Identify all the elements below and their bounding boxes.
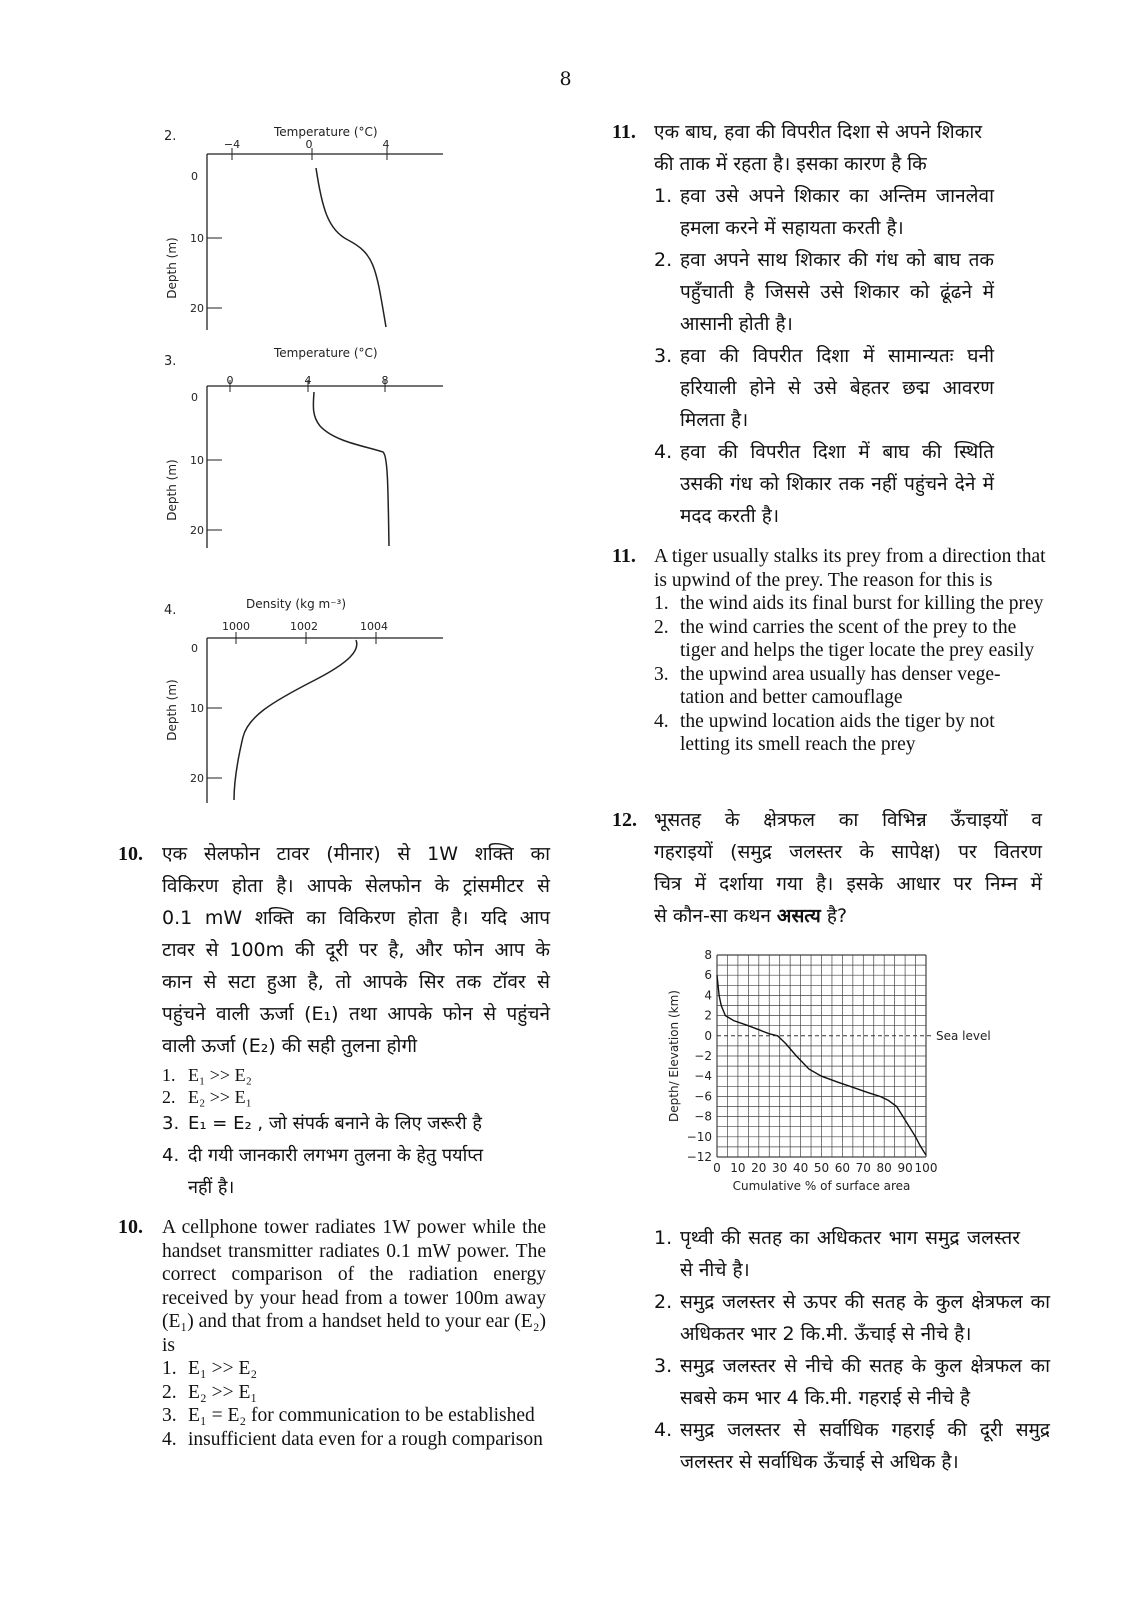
option	[654, 1414, 1054, 1478]
option-number: 4.	[654, 441, 673, 463]
figure-3-xtick: 0	[226, 374, 234, 387]
figure-3-ytick: 20	[190, 524, 204, 537]
x-tick-label: 90	[897, 1161, 913, 1175]
q12-hindi-number: 12.	[612, 809, 637, 831]
figure-4-xtick: 1000	[222, 620, 250, 633]
option-text: the upwind location aids the tiger by not letting its smell reach the prey	[680, 710, 995, 755]
option-text: E₁ >> E₂	[188, 1065, 252, 1085]
option-text: हवा अपने साथ शिकार की गंध को बाघ तक पहुँचाती है जिससे उसे शिकार को ढूंढने में आसानी होती है।	[680, 249, 994, 335]
figure-2-ytick: 20	[190, 302, 204, 315]
figure-3-xtick: 8	[381, 374, 389, 387]
option-number: 3.	[654, 1355, 673, 1377]
y-tick-label: 4	[704, 988, 712, 1003]
option	[654, 180, 994, 244]
figure-3-title: Temperature (°C)	[274, 346, 378, 360]
x-tick-label: 20	[751, 1161, 767, 1175]
option-number: 2.	[162, 1381, 177, 1403]
figure-2-curve	[316, 168, 386, 327]
option-text: समुद्र जलस्तर से ऊपर की सतह के कुल क्षेत्रफल का अधिकतर भार 2 कि.मी. ऊँचाई से नीचे है।	[680, 1291, 1050, 1345]
x-ticks	[713, 1161, 937, 1175]
figure-3-ytick: 10	[190, 454, 204, 467]
q11-english-number: 11.	[612, 545, 636, 567]
figure-4-label: 4.	[164, 603, 177, 618]
y-tick-label: 8	[704, 948, 712, 962]
option-number: 2.	[654, 249, 673, 271]
stem-line: गहराइयों (समुद्र जलस्तर के सापेक्ष) पर वितरण	[654, 841, 1042, 863]
option-number: 2.	[654, 616, 669, 638]
q12-hindi-options	[654, 1222, 1054, 1478]
x-tick-label: 100	[914, 1161, 938, 1175]
figure-2-ytick: 0	[191, 170, 198, 183]
q10-hindi-stem	[162, 838, 550, 1062]
q11-english-options	[654, 592, 1054, 757]
option-number: 1.	[654, 593, 669, 614]
option-number: 1.	[654, 185, 673, 207]
q12-hindi-stem	[654, 804, 1042, 932]
option-text: the wind carries the scent of the prey to the tiger and helps the tiger locate the prey easily	[680, 616, 1035, 661]
option-number: 2.	[162, 1087, 176, 1107]
option-text: हवा उसे अपने शिकार का अन्तिम जानलेवा हमला करने में सहायता करती है।	[680, 185, 994, 239]
option-number: 4.	[162, 1428, 177, 1450]
stem-line: 0.1 mW शक्ति का विकिरण होता है। यदि आप	[162, 907, 550, 929]
stem-text: से कौन-सा कथन	[654, 905, 777, 927]
y-tick-label: −8	[694, 1109, 712, 1124]
figure-2-title: Temperature (°C)	[274, 125, 378, 139]
y-ticks	[687, 948, 712, 1164]
option	[162, 1357, 568, 1381]
option-number: 3.	[162, 1405, 177, 1426]
stem-line: विकिरण होता है। आपके सेलफोन के ट्रांसमीटर से	[162, 875, 550, 897]
option-number: 3.	[162, 1113, 180, 1134]
x-tick-label: 0	[713, 1161, 721, 1175]
stem-line: पहुंचने वाली ऊर्जा (E₁) तथा आपके फोन से पहुंचने	[162, 1003, 550, 1025]
option-text: समुद्र जलस्तर से नीचे की सतह के कुल क्षेत्रफल का सबसे कम भार 4 कि.मी. गहराई से नीचे है	[680, 1355, 1050, 1409]
stem-text: है?	[820, 905, 848, 927]
figure-4	[150, 590, 450, 805]
y-tick-label: 0	[704, 1028, 712, 1043]
option	[654, 244, 994, 340]
option-number: 4.	[654, 710, 669, 732]
q10-english-number: 10.	[118, 1216, 143, 1238]
figure-3	[150, 340, 450, 550]
option	[654, 592, 1054, 616]
q11-english-stem: A tiger usually stalks its prey from a direction that is upwind of the prey. The reason for this is	[654, 546, 1046, 591]
q11-hindi-number: 11.	[612, 121, 636, 143]
figure-2-ylabel: Depth (m)	[165, 237, 179, 299]
figure-3-xtick: 4	[304, 374, 312, 387]
chart-grid	[717, 955, 926, 1157]
option	[162, 1404, 568, 1428]
figure-3-curve	[313, 392, 389, 546]
q11-english	[612, 545, 1062, 757]
figure-3-label: 3.	[164, 354, 177, 369]
stem-line: एक सेलफोन टावर (मीनार) से 1W शक्ति का	[162, 843, 550, 865]
stem-line: टावर से 100m की दूरी पर है, और फोन आप के	[162, 939, 550, 961]
x-tick-label: 60	[834, 1161, 851, 1175]
y-tick-label: −10	[686, 1129, 712, 1144]
option-number: 1.	[654, 1227, 673, 1249]
option	[654, 663, 1054, 710]
option-number: 1.	[162, 1358, 177, 1379]
option	[654, 1286, 1054, 1350]
option-text: E₂ >> E₁	[188, 1087, 252, 1107]
x-tick-label: 40	[792, 1161, 809, 1175]
q10-hindi-options	[162, 1064, 502, 1204]
option	[654, 1222, 1054, 1286]
figure-2-xtick: −4	[223, 138, 241, 151]
option	[654, 616, 1054, 663]
stem-line: चित्र में दर्शाया गया है। इसके आधार पर निम्न में	[654, 873, 1042, 895]
y-tick-label: −12	[686, 1150, 712, 1164]
stem-line: की ताक में रहता है। इसका कारण है कि	[654, 153, 927, 175]
option-text: E₁ = E₂ for communication to be established	[188, 1405, 535, 1426]
y-tick-label: 6	[704, 968, 712, 983]
q11-hindi-options	[654, 180, 994, 532]
stem-emphasis: असत्य	[776, 905, 821, 927]
q12-hindi	[612, 804, 1042, 932]
y-tick-label: −4	[694, 1069, 712, 1084]
q10-english-options	[162, 1357, 568, 1451]
q11-hindi	[612, 116, 1042, 532]
option-number: 2.	[654, 1291, 673, 1313]
figure-4-title: Density (kg m⁻³)	[246, 597, 347, 611]
stem-line: भूसतह के क्षेत्रफल का विभिन्न ऊँचाइयों व	[654, 809, 1042, 831]
option	[162, 1064, 502, 1086]
option	[162, 1086, 502, 1108]
q10-english	[118, 1216, 568, 1451]
figure-4-xtick: 1002	[290, 620, 318, 633]
option	[162, 1381, 568, 1405]
figure-4-ylabel: Depth (m)	[165, 679, 179, 741]
option-text: पृथ्वी की सतह का अधिकतर भाग समुद्र जलस्तर से नीचे है।	[680, 1227, 1020, 1281]
option	[654, 436, 994, 532]
figure-4-ytick: 20	[190, 772, 204, 785]
figure-2-xtick: 0	[305, 138, 313, 151]
figure-4-xtick: 1004	[360, 620, 388, 633]
option-text: हवा की विपरीत दिशा में सामान्यतः घनी हरियाली होने से उसे बेहतर छद्म आवरण मिलता है।	[680, 345, 994, 431]
figure-2-xtick: 4	[382, 138, 390, 151]
option-text: E₁ >> E₂	[188, 1358, 258, 1379]
figure-3-ytick: 0	[191, 391, 198, 404]
stem-line: कान से सटा हुआ है, तो आपके सिर तक टॉवर से	[162, 971, 550, 993]
option-number: 1.	[162, 1065, 176, 1085]
x-tick-label: 10	[730, 1161, 746, 1175]
option-text: E₂ >> E₁	[188, 1381, 258, 1403]
x-tick-label: 50	[813, 1161, 830, 1175]
x-tick-label: 70	[855, 1161, 871, 1175]
y-tick-label: −2	[694, 1049, 712, 1063]
page-number: 8	[559, 68, 572, 90]
option-number: 4.	[162, 1145, 180, 1166]
stem-line: एक बाघ, हवा की विपरीत दिशा से अपने शिकार	[654, 121, 983, 143]
figure-2	[150, 118, 450, 333]
option	[654, 1350, 1054, 1414]
option-number: 4.	[654, 1419, 673, 1441]
stem-line	[654, 900, 1042, 932]
option-text: insufficient data even for a rough comparison	[188, 1428, 543, 1450]
q11-hindi-stem	[654, 116, 1042, 180]
x-tick-label: 30	[772, 1161, 788, 1175]
option-text: the upwind area usually has denser vege-tation and better camouflage	[680, 663, 1001, 708]
option-number: 3.	[654, 345, 673, 367]
q10-hindi-number: 10.	[118, 843, 143, 865]
option-text: हवा की विपरीत दिशा में बाघ की स्थिति उसकी गंध को शिकार तक नहीं पहुंचने देने में मदद करती है।	[680, 441, 994, 527]
figure-4-ytick: 0	[191, 642, 198, 655]
option	[162, 1428, 568, 1452]
figure-4-ytick: 10	[190, 702, 204, 715]
elevation-chart	[660, 945, 991, 1205]
y-tick-label: 2	[704, 1008, 712, 1023]
figure-4-curve	[234, 640, 357, 800]
option	[654, 710, 1054, 757]
option	[162, 1108, 502, 1140]
option-number: 3.	[654, 663, 669, 685]
figure-2-label: 2.	[164, 129, 177, 144]
q10-english-stem: A cellphone tower radiates 1W power while the handset transmitter radiates 0.1 mW power. The correct comparison of the radiation energy received by your head from a tower 100m away (E₁) and that from a handset held to your ear (E₂) is	[162, 1217, 546, 1356]
stem-line: वाली ऊर्जा (E₂) की सही तुलना होगी	[162, 1035, 418, 1057]
figure-2-ytick: 10	[190, 232, 204, 245]
x-tick-label: 80	[876, 1161, 892, 1175]
sea-level-label: Sea level	[936, 1028, 991, 1043]
x-axis-label: Cumulative % of surface area	[732, 1179, 911, 1193]
q10-hindi	[118, 838, 550, 1204]
y-tick-label: −6	[694, 1089, 712, 1104]
y-axis-label: Depth/ Elevation (km)	[667, 990, 681, 1122]
option-text: दी गयी जानकारी लगभग तुलना के हेतु पर्याप्त नहीं है।	[188, 1145, 484, 1198]
option	[162, 1140, 502, 1204]
option-text: समुद्र जलस्तर से सर्वाधिक गहराई की दूरी समुद्र जलस्तर से सर्वाधिक ऊँचाई से अधिक है।	[680, 1419, 1050, 1473]
option-text: the wind aids its final burst for killing the prey	[680, 593, 1044, 614]
option	[654, 340, 994, 436]
option-text: E₁ = E₂ , जो संपर्क बनाने के लिए जरूरी है	[188, 1113, 482, 1134]
figure-3-ylabel: Depth (m)	[165, 459, 179, 521]
